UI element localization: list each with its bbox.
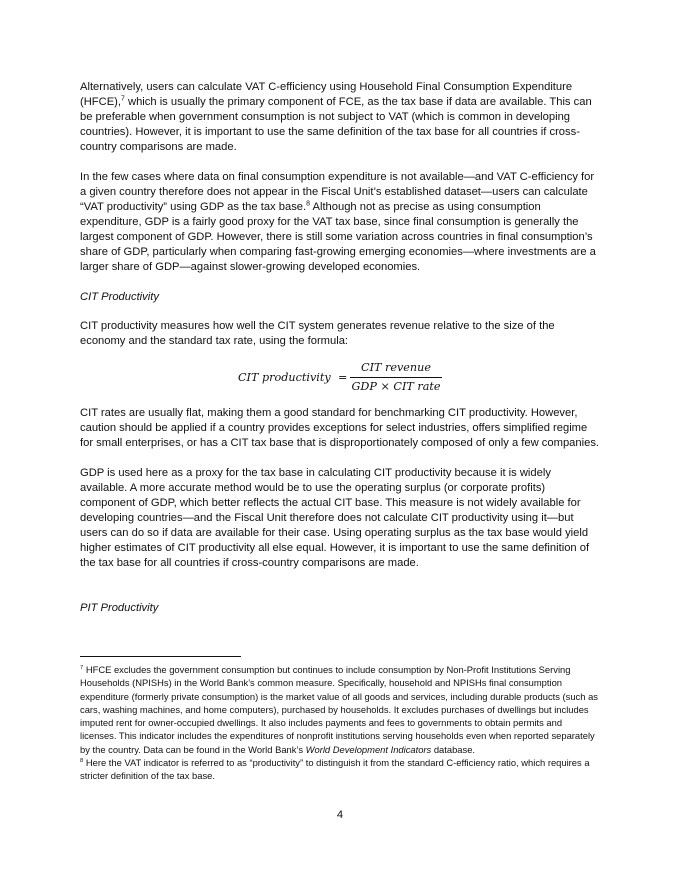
paragraph-cit-definition: CIT productivity measures how well the CIT system generates revenue relative to the size of the economy and the standard tax rate, using the formula: bbox=[80, 320, 555, 347]
fraction-bar bbox=[350, 377, 442, 378]
footnote-separator bbox=[80, 656, 241, 657]
footnote-7-text-b: database. bbox=[431, 743, 476, 755]
formula-lhs: CIT productivity bbox=[238, 371, 331, 384]
footnote-ref-7[interactable]: 7 bbox=[121, 95, 125, 103]
footnote-ref-8[interactable]: 8 bbox=[306, 200, 310, 208]
paragraph-gdp-proxy: GDP is used here as a proxy for the tax base in calculating CIT productivity because it is widely available. A more accurate method would be to use the operating surplus (or corporate profits) component of GDP, which better reflects the actual CIT base. This measure is not widely available for developing countries—and the Fiscal Unit therefore does not calculate CIT productivity using it—but users can do so if data are available for their case. Using operating surplus as the tax base would yield higher estimates of CIT productivity all else equal. However, it is important to use the same definition of the tax base for all countries if cross-country comparisons are made. bbox=[80, 467, 590, 569]
footnote-8-text: Here the VAT indicator is referred to as “productivity” to distinguish it from the standard C-efficiency ratio, which requires a stricter definition of the tax base. bbox=[80, 757, 590, 782]
cit-productivity-formula bbox=[80, 361, 600, 397]
paragraph-hfce bbox=[80, 80, 600, 155]
page-number: 4 bbox=[336, 809, 344, 821]
formula-denominator: GDP × CIT rate bbox=[351, 380, 441, 393]
paragraph-vat-productivity-text-b: Although not as precise as using consumption expenditure, GDP is a fairly good proxy for the VAT tax base, since final consumption is generally the largest component of GDP. However, there is still some variation across countries in final consumption’s share of GDP, particularly when comparing fast-growing emerging economies—where investments are a larger share of GDP—against slower-growing developed economies. bbox=[80, 201, 596, 273]
section-heading-pit: PIT Productivity bbox=[80, 602, 159, 614]
paragraph-vat-productivity bbox=[80, 170, 600, 275]
footnote-8-mark: 8 bbox=[80, 757, 84, 764]
paragraph-hfce-text-b: which is usually the primary component of FCE, as the tax base if data are available. This can be preferable when government consumption is not subject to VAT (which is common in developing countries). However, it is important to use the same definition of the tax base for all countries if cross-country comparisons are made. bbox=[80, 96, 592, 153]
footnote-8 bbox=[80, 756, 600, 783]
footnote-7-text-a: HFCE excludes the government consumption but continues to include consumption by Non-Profit Institutions Serving Households (NPISHs) in the World Bank’s common measure. Specifically, household and NPISHs final consumption expenditure (formerly private consumption) is the market value of all goods and services, including durable products (such as cars, washing machines, and home computers), purchased by households. It excludes purchases of dwellings but includes imputed rent for owner-occupied dwellings. It also includes payments and fees to governments to obtain permits and licenses. This indicator includes the expenditures of nonprofit institutions serving households even when reported separately by the country. Data can be found in the World Bank’s bbox=[80, 664, 598, 755]
formula-fraction bbox=[350, 361, 442, 395]
paragraph-hfce-text-a: Alternatively, users can calculate VAT C-efficiency using Household Final Consumption Expenditure (HFCE), bbox=[80, 81, 573, 108]
paragraph-vat-productivity-text-a: In the few cases where data on final consumption expenditure is not available—and VAT C-efficiency for a given country therefore does not appear in the Fiscal Unit’s established dataset—users can calculate “VAT productivity” using GDP as the tax base. bbox=[80, 171, 595, 213]
footnote-7-wdi-title: World Development Indicators bbox=[305, 743, 432, 755]
footnote-7-mark: 7 bbox=[80, 664, 84, 671]
section-heading-cit: CIT Productivity bbox=[80, 291, 159, 303]
paragraph-cit-rates: CIT rates are usually flat, making them a good standard for benchmarking CIT productivity. However, caution should be applied if a country provides exceptions for select industries, offers simplified regime for small enterprises, or has a CIT tax base that is disproportionately composed of only a few companies. bbox=[80, 407, 600, 449]
formula-equals: = bbox=[338, 371, 348, 384]
footnote-7 bbox=[80, 663, 600, 756]
footnotes bbox=[80, 663, 600, 783]
formula-numerator: CIT revenue bbox=[361, 361, 431, 374]
